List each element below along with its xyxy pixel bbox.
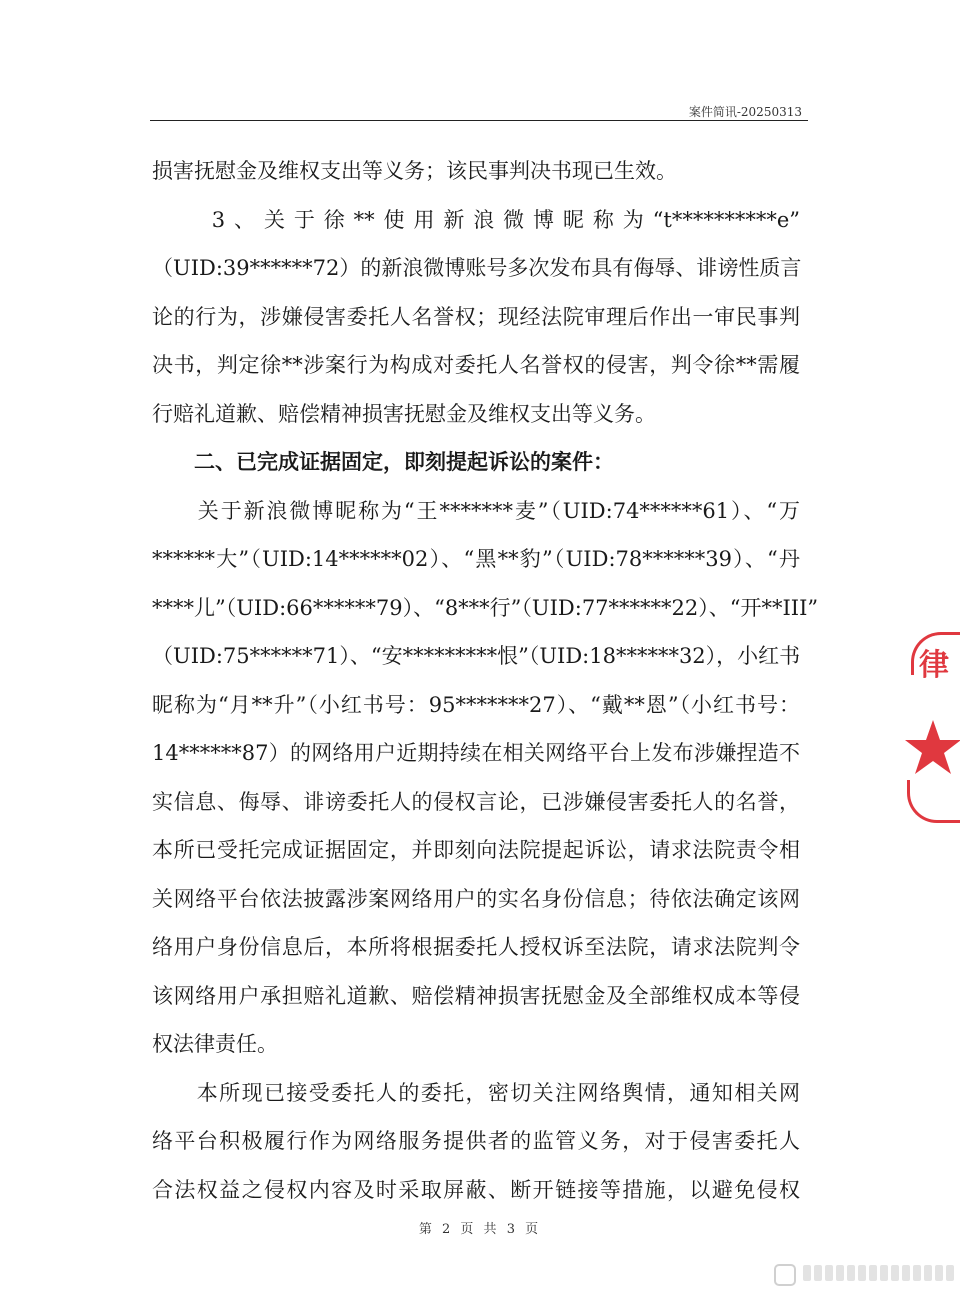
document-header-id: 案件简讯-20250313 [688, 105, 802, 119]
document-body [152, 147, 819, 1214]
text-line: 权法律责任。 [152, 1032, 278, 1056]
text-line: 行赔礼道歉、赔偿精神损害抚慰金及维权支出等义务。 [152, 401, 656, 426]
text-line: 3、关于徐**使用新浪微博昵称为“t**********e” [152, 207, 800, 232]
paragraph-continuation [152, 147, 800, 196]
text-line: （UID:75******71）、“安*********恨”（UID:18******32），小红书 [152, 644, 801, 668]
watermark-logo-icon [774, 1264, 796, 1286]
text-line: ******大”（UID:14******02）、“黑**豹”（UID:78******39）、“丹 [152, 547, 800, 571]
text-line: 论的行为，涉嫌侵害委托人名誉权；现经法院审理后作出一审民事判 [152, 304, 800, 329]
text-line: 本所现已接受委托人的委托，密切关注网络舆情，通知相关网 [152, 1080, 800, 1105]
text-line: 损害抚慰金及维权支出等义务；该民事判决书现已生效。 [152, 159, 677, 183]
paragraph-item-3 [152, 196, 800, 439]
text-line: 合法权益之侵权内容及时采取屏蔽、断开链接等措施，以避免侵权 [152, 1177, 800, 1202]
paragraph-monitoring [152, 1069, 800, 1215]
text-line: 关于新浪微博昵称为“王*******麦”（UID:74******61）、“万 [152, 498, 800, 523]
watermark-text-blur [800, 1265, 954, 1285]
law-firm-seal [903, 630, 960, 825]
seal-ring-bottom [907, 780, 960, 823]
text-line: 该网络用户承担赔礼道歉、赔偿精神损害抚慰金及全部维权成本等侵 [152, 983, 800, 1008]
page-number: 第 2 页 共 3 页 [418, 1222, 542, 1237]
text-line: 本所已受托完成证据固定，并即刻向法院提起诉讼，请求法院责令相 [152, 838, 800, 862]
heading-line: 二、已完成证据固定，即刻提起诉讼的案件： [152, 449, 614, 474]
header-divider [150, 120, 808, 121]
watermark [774, 1264, 954, 1286]
seal-character: 律 [919, 648, 949, 683]
text-line: 实信息、侮辱、诽谤委托人的侵权言论，已涉嫌侵害委托人的名誉， [152, 789, 800, 814]
text-line: 络用户身份信息后，本所将根据委托人授权诉至法院，请求法院判令 [152, 935, 800, 959]
star-icon [903, 718, 960, 778]
paragraph-pending-cases [152, 487, 819, 1069]
text-line: ****儿”（UID:66******79）、“8***行”（UID:77******22）、“开**III” [152, 595, 819, 620]
text-line: 昵称为“月**升”（小红书号：95*******27）、“戴**恩”（小红书号： [152, 692, 800, 717]
text-line: 决书，判定徐**涉案行为构成对委托人名誉权的侵害，判令徐**需履 [152, 353, 800, 377]
text-line: 络平台积极履行作为网络服务提供者的监管义务，对于侵害委托人 [152, 1129, 800, 1153]
text-line: 14******87）的网络用户近期持续在相关网络平台上发布涉嫌捏造不 [152, 741, 800, 765]
text-line: 关网络平台依法披露涉案网络用户的实名身份信息；待依法确定该网 [152, 886, 800, 911]
section-heading [152, 438, 800, 487]
text-line: （UID:39******72）的新浪微博账号多次发布具有侮辱、诽谤性质言 [152, 256, 802, 280]
